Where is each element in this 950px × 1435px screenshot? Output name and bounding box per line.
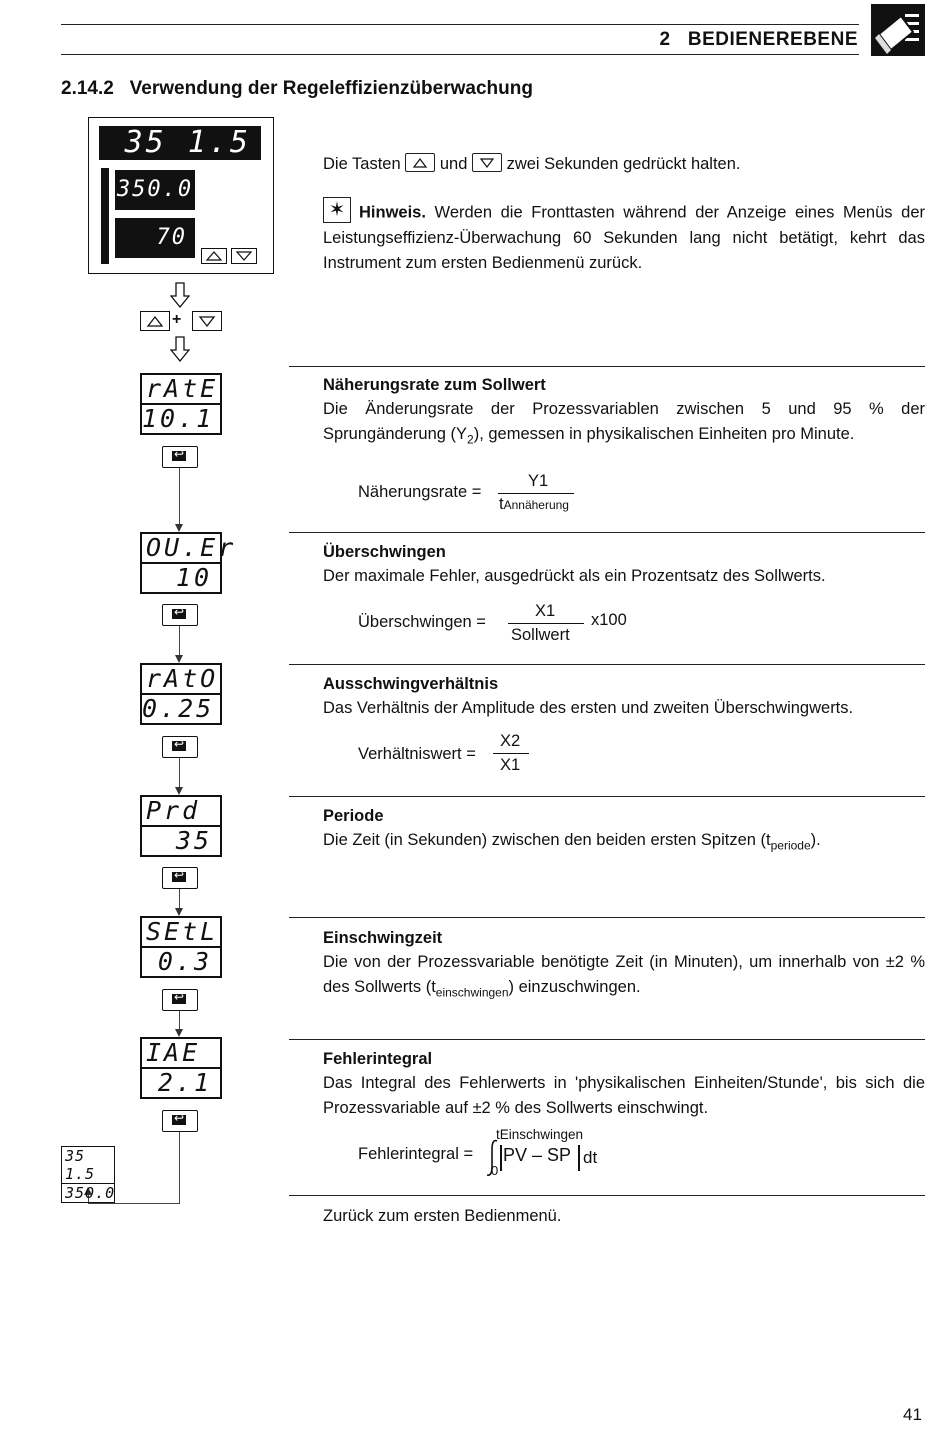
ratio-title: Ausschwingverhältnis bbox=[323, 675, 499, 693]
iae-formula-label: Fehlerintegral = bbox=[358, 1145, 474, 1163]
display-mid: 350.0 bbox=[115, 170, 195, 210]
menu-value: 0.3 bbox=[157, 947, 212, 976]
note-text: Werden die Fronttasten während der Anzeige eines Menüs der Leistungseffizienz-Überwachung 60 Sekunden lang nicht betätigt, kehrt das Instrument zum ersten Bedienmenü zurück. bbox=[323, 203, 925, 272]
fraction-bar bbox=[508, 623, 584, 624]
overshoot-numerator: X1 bbox=[535, 602, 556, 620]
section-rule bbox=[289, 1195, 925, 1196]
period-text: Die Zeit (in Sekunden) zwischen den beiden ersten Spitzen $(t_{periode})$. bbox=[323, 831, 821, 853]
abs-bar-left bbox=[500, 1145, 502, 1171]
menu-code: rAtO bbox=[142, 665, 220, 695]
down-key-combo[interactable] bbox=[192, 311, 222, 331]
display-low: 70 bbox=[115, 218, 195, 258]
flow-line bbox=[179, 626, 180, 656]
up-key-combo[interactable] bbox=[140, 311, 170, 331]
rate-denominator: tAnnäherung bbox=[499, 495, 569, 513]
flow-line bbox=[179, 758, 180, 788]
chapter-title: 2 BEDIENEREBENE bbox=[659, 29, 858, 50]
iae-upper-limit: tEinschwingen bbox=[496, 1127, 584, 1142]
note-paragraph bbox=[323, 200, 925, 275]
iae-text: Das Integral des Fehlerwerts in 'physikalischen Einheiten/Stunde', bis sich die Prozessvariable auf ±2 % des Sollwerts einschwingt. bbox=[323, 1074, 925, 1117]
overshoot-title: Überschwingen bbox=[323, 543, 446, 561]
rate-text: Die Änderungsrate der Prozessvariablen zwischen 5 und 95 % der Sprungänderung $(Y_2)$, gemessen in physikalischen Einheiten pro Minute. bbox=[323, 400, 925, 446]
down-key[interactable] bbox=[231, 248, 257, 264]
up-key-icon bbox=[405, 153, 435, 172]
iae-title: Fehlerintegral bbox=[323, 1050, 433, 1068]
flow-arrow-icon bbox=[175, 1029, 183, 1037]
overshoot-formula-label: Überschwingen = bbox=[358, 613, 486, 631]
flow-arrow-icon bbox=[175, 524, 183, 532]
section-rule bbox=[289, 917, 925, 918]
scroll-button[interactable] bbox=[162, 604, 198, 626]
display-top: 35 1.5 bbox=[99, 126, 261, 160]
flow-arrow-icon bbox=[175, 787, 183, 795]
flow-line bbox=[88, 1203, 180, 1204]
rate-title: Näherungsrate zum Sollwert bbox=[323, 376, 546, 394]
menu-display-rate bbox=[140, 373, 222, 435]
scroll-button[interactable] bbox=[162, 867, 198, 889]
flow-line bbox=[179, 1011, 180, 1031]
ratio-numerator: X2 bbox=[500, 732, 521, 750]
section-rule bbox=[289, 1039, 925, 1040]
menu-code: IAE bbox=[142, 1039, 220, 1069]
scroll-button[interactable] bbox=[162, 736, 198, 758]
up-key[interactable] bbox=[201, 248, 227, 264]
return-display-top: 35 1.5 bbox=[62, 1147, 114, 1184]
back-text: Zurück zum ersten Bedienmenü. bbox=[323, 1207, 562, 1225]
instrument-front-panel bbox=[88, 117, 274, 274]
header-top-rule bbox=[61, 24, 859, 25]
flow-arrow-icon bbox=[175, 655, 183, 663]
flow-line bbox=[179, 468, 180, 526]
intro-line: Die Tasten und zwei Sekunden gedrückt halten. bbox=[323, 155, 741, 173]
menu-display-period bbox=[140, 795, 222, 857]
plus-sign: + bbox=[172, 311, 182, 328]
scroll-button[interactable] bbox=[162, 989, 198, 1011]
down-arrow-icon bbox=[170, 336, 190, 367]
section-rule bbox=[289, 664, 925, 665]
settle-title: Einschwingzeit bbox=[323, 929, 443, 947]
ratio-denominator: X1 bbox=[500, 756, 521, 774]
ratio-text: Das Verhältnis der Amplitude des ersten und zweiten Überschwingwerts. bbox=[323, 699, 854, 717]
menu-display-settle bbox=[140, 916, 222, 978]
menu-display-ratio bbox=[140, 663, 222, 725]
fraction-bar bbox=[493, 753, 529, 754]
menu-code: SEtL bbox=[142, 918, 220, 948]
period-title: Periode bbox=[323, 807, 384, 825]
note-label: Hinweis. bbox=[359, 203, 426, 222]
menu-value: 0.25 bbox=[142, 694, 215, 723]
down-key-icon bbox=[472, 153, 502, 172]
overshoot-denominator: Sollwert bbox=[511, 626, 570, 644]
page-number: 41 bbox=[903, 1405, 922, 1424]
header-bottom-rule bbox=[61, 54, 859, 55]
section-title: 2.14.2 Verwendung der Regeleffizienzüberwachung bbox=[61, 78, 533, 99]
menu-value: 35 bbox=[175, 826, 212, 855]
overshoot-text: Der maximale Fehler, ausgedrückt als ein Prozentsatz des Sollwerts. bbox=[323, 567, 826, 585]
section-rule bbox=[289, 796, 925, 797]
menu-code: OU.Er bbox=[142, 534, 220, 564]
iae-lower-limit: 0 bbox=[491, 1163, 499, 1178]
menu-value: 10.1 bbox=[142, 404, 215, 433]
operator-level-logo-icon bbox=[871, 4, 925, 56]
section-rule bbox=[289, 366, 925, 367]
return-display bbox=[61, 1146, 115, 1203]
iae-integrand: PV – SP bbox=[503, 1145, 572, 1165]
flow-line bbox=[179, 889, 180, 909]
overshoot-factor: x100 bbox=[591, 611, 627, 629]
abs-bar-right bbox=[578, 1145, 580, 1171]
settle-text: Die von der Prozessvariable benötigte Zeit (in Minuten), um innerhalb von ±2 % des Sollwerts $(t_{einschwingen})$ einzuschwingen. bbox=[323, 953, 925, 999]
return-display-bottom: 350.0 bbox=[65, 1184, 116, 1202]
menu-value: 2.1 bbox=[157, 1068, 212, 1097]
rate-formula-label: Näherungsrate = bbox=[358, 483, 482, 501]
menu-value: 10 bbox=[175, 563, 212, 592]
menu-display-overshoot bbox=[140, 532, 237, 594]
scroll-button[interactable] bbox=[162, 446, 198, 468]
flow-arrow-icon bbox=[175, 908, 183, 916]
iae-dt: dt bbox=[583, 1148, 598, 1167]
scroll-button[interactable] bbox=[162, 1110, 198, 1132]
status-bar bbox=[101, 168, 109, 264]
down-arrow-icon bbox=[170, 282, 190, 313]
flow-line bbox=[179, 1132, 180, 1204]
menu-code: rAtE bbox=[142, 375, 220, 405]
menu-display-iae bbox=[140, 1037, 222, 1099]
rate-numerator: Y1 bbox=[528, 472, 549, 490]
note-asterisk-icon: ✶ bbox=[323, 197, 351, 223]
section-rule bbox=[289, 532, 925, 533]
fraction-bar bbox=[498, 493, 574, 494]
menu-code: Prd bbox=[142, 797, 220, 827]
ratio-formula-label: Verhältniswert = bbox=[358, 745, 476, 763]
